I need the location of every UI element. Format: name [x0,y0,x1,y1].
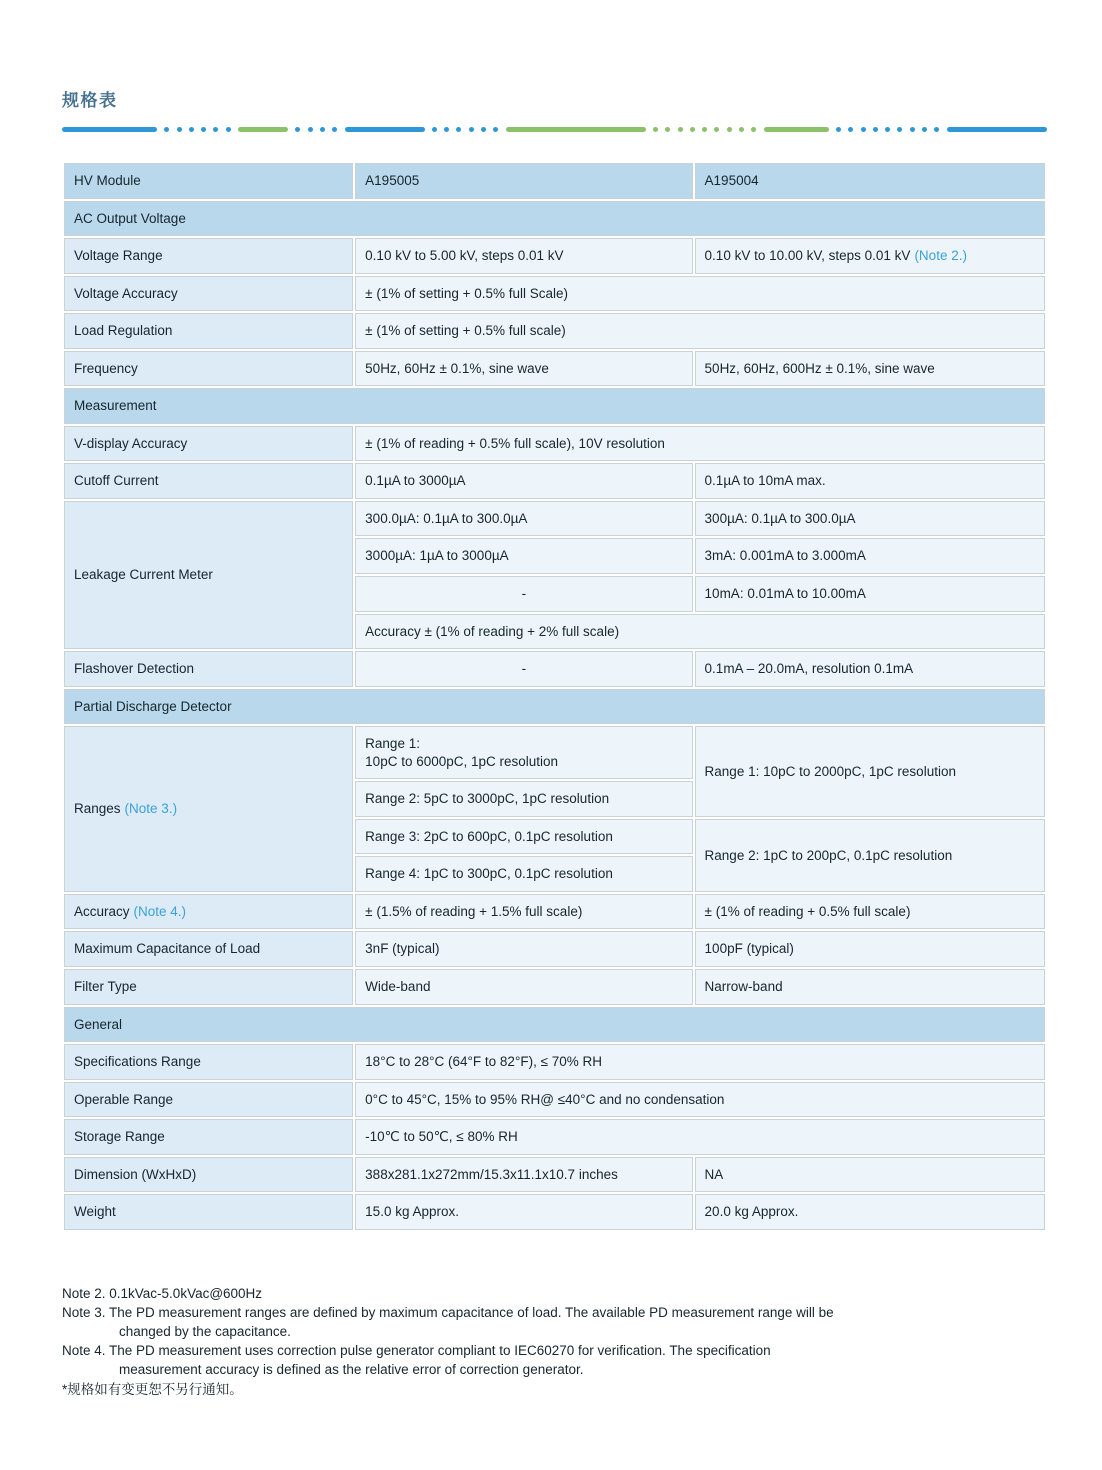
spec-label-cell [64,894,353,930]
spec-label-cell: V-display Accuracy [64,426,353,462]
section-title-general: General [64,1007,1045,1043]
spec-value-cell: ± (1% of reading + 0.5% full scale), 10V resolution [355,426,1045,462]
spec-label-cell: Load Regulation [64,313,353,349]
spec-value-cell: 100pF (typical) [695,931,1045,967]
section-title-ac-output-voltage: AC Output Voltage [64,201,1045,237]
spec-value-cell: Range 4: 1pC to 300pC, 0.1pC resolution [355,856,692,892]
separator-dash [764,127,829,132]
table-row [64,463,1045,499]
footnote-line: Note 2. 0.1kVac-5.0kVac@600Hz [62,1285,263,1301]
spec-value-cell: ± (1% of reading + 0.5% full scale) [695,894,1045,930]
spec-value-cell: 0.1µA to 10mA max. [695,463,1045,499]
spec-value-cell: 388x281.1x272mm/15.3x11.1x10.7 inches [355,1157,692,1193]
spec-label-text: Accuracy [74,903,130,919]
spec-value-cell: Range 3: 2pC to 600pC, 0.1pC resolution [355,819,692,855]
spec-value-cell: -10℃ to 50℃, ≤ 80% RH [355,1119,1045,1155]
separator-dot [848,127,853,132]
separator-dot [226,127,231,132]
spec-value-cell: Wide-band [355,969,692,1005]
footnote-line: Note 4. The PD measurement uses correction pulse generator compliant to IEC60270 for verification. The specification [62,1343,771,1359]
footnote-line: Note 3. The PD measurement ranges are defined by maximum capacitance of load. The available PD measurement range will be [62,1305,834,1321]
separator-dot [922,127,927,132]
spec-label-cell: Leakage Current Meter [64,501,353,649]
spec-label-cell: Storage Range [64,1119,353,1155]
separator-dash [345,127,425,132]
spec-label-cell: Maximum Capacitance of Load [64,931,353,967]
separator-dot [308,127,313,132]
section-title-partial-discharge-detector: Partial Discharge Detector [64,689,1045,725]
spec-label-cell: Filter Type [64,969,353,1005]
spec-value-cell: 20.0 kg Approx. [695,1194,1045,1230]
separator-dot [469,127,474,132]
footnotes-block [62,1284,1047,1399]
spec-value-cell: 3nF (typical) [355,931,692,967]
separator-dash [947,127,1047,132]
spec-value-cell: 0°C to 45°C, 15% to 95% RH@ ≤40°C and no condensation [355,1082,1045,1118]
separator-dot [189,127,194,132]
range-line-1: Range 1: [365,736,420,752]
separator-dot [177,127,182,132]
page-content [62,0,1047,1399]
separator-dot [714,127,719,132]
separator-dot [481,127,486,132]
spec-label-cell: Specifications Range [64,1044,353,1080]
spec-value-cell: Range 1: 10pC to 2000pC, 1pC resolution [695,726,1045,817]
table-row [64,1082,1045,1118]
table-header-row [64,163,1045,199]
separator-dot [751,127,756,132]
separator-dot [702,127,707,132]
separator-dot [678,127,683,132]
table-row [64,651,1045,687]
spec-value-cell [695,238,1045,274]
spec-value-cell: 50Hz, 60Hz ± 0.1%, sine wave [355,351,692,387]
separator-dash [506,127,646,132]
spec-value-cell [355,726,692,779]
table-row [64,931,1045,967]
spec-label-cell: Frequency [64,351,353,387]
spec-value-cell: 50Hz, 60Hz, 600Hz ± 0.1%, sine wave [695,351,1045,387]
column-header-a195005: A195005 [355,163,692,199]
separator-dot [727,127,732,132]
section-header-row [64,201,1045,237]
table-row [64,501,1045,537]
spec-value-cell: ± (1.5% of reading + 1.5% full scale) [355,894,692,930]
spec-value-cell: 300.0µA: 0.1µA to 300.0µA [355,501,692,537]
note-4-link: (Note 4.) [133,903,187,919]
spec-value-cell: 10mA: 0.01mA to 10.00mA [695,576,1045,612]
spec-label-cell [64,726,353,892]
spec-value-cell: 3000µA: 1µA to 3000µA [355,538,692,574]
section-header-row [64,1007,1045,1043]
spec-label-cell: Voltage Range [64,238,353,274]
table-row [64,351,1045,387]
spec-label-cell: Cutoff Current [64,463,353,499]
footnote-line: measurement accuracy is defined as the relative error of correction generator. [119,1362,584,1378]
spec-label-cell: Flashover Detection [64,651,353,687]
column-header-hv-module: HV Module [64,163,353,199]
separator-dot [320,127,325,132]
range-line-2: 10pC to 6000pC, 1pC resolution [365,753,559,769]
table-row [64,1157,1045,1193]
separator-dot [665,127,670,132]
separator-dot [432,127,437,132]
spec-label-text: Ranges [74,801,121,817]
spec-value-cell: Range 2: 1pC to 200pC, 0.1pC resolution [695,819,1045,892]
page-title: 规格表 [62,91,118,110]
spec-value-cell: ± (1% of setting + 0.5% full Scale) [355,276,1045,312]
separator-dot [332,127,337,132]
separator-dot [295,127,300,132]
spec-value-cell: Range 2: 5pC to 3000pC, 1pC resolution [355,781,692,817]
footnote-line: *规格如有变更恕不另行通知。 [62,1381,243,1397]
separator-dot [493,127,498,132]
spec-value-cell: - [355,576,692,612]
table-row [64,1044,1045,1080]
table-row [64,969,1045,1005]
spec-table [62,161,1047,1232]
spec-value-cell: 3mA: 0.001mA to 3.000mA [695,538,1045,574]
separator-dot [897,127,902,132]
spec-value-text: 0.10 kV to 10.00 kV, steps 0.01 kV [704,248,911,264]
separator-dot [653,127,658,132]
separator-dot [934,127,939,132]
table-row [64,1194,1045,1230]
section-header-row [64,388,1045,424]
separator-dot [873,127,878,132]
table-row [64,313,1045,349]
separator-dot [739,127,744,132]
table-row [64,238,1045,274]
separator-dot [690,127,695,132]
spec-value-cell: NA [695,1157,1045,1193]
separator-dot [201,127,206,132]
spec-label-cell: Operable Range [64,1082,353,1118]
separator-dot [213,127,218,132]
separator-dot [456,127,461,132]
separator-dot [444,127,449,132]
column-header-a195004: A195004 [695,163,1045,199]
spec-value-cell: 15.0 kg Approx. [355,1194,692,1230]
section-header-row [64,689,1045,725]
spec-value-cell: Accuracy ± (1% of reading + 2% full scale) [355,614,1045,650]
spec-value-cell: 0.1mA – 20.0mA, resolution 0.1mA [695,651,1045,687]
separator-dot [885,127,890,132]
spec-value-cell: ± (1% of setting + 0.5% full scale) [355,313,1045,349]
spec-value-cell: 0.1µA to 3000µA [355,463,692,499]
note-2-link: (Note 2.) [914,248,967,264]
table-row [64,894,1045,930]
table-row [64,276,1045,312]
spec-label-cell: Voltage Accuracy [64,276,353,312]
section-title-measurement: Measurement [64,388,1045,424]
separator-dot [910,127,915,132]
spec-value-cell: 300µA: 0.1µA to 300.0µA [695,501,1045,537]
separator-dash [238,127,288,132]
separator-dot [164,127,169,132]
table-row [64,426,1045,462]
separator-dot [861,127,866,132]
spec-value-cell: 0.10 kV to 5.00 kV, steps 0.01 kV [355,238,692,274]
spec-label-cell: Weight [64,1194,353,1230]
separator-dash [62,127,157,132]
separator-dot [836,127,841,132]
table-row [64,1119,1045,1155]
spec-value-cell: Narrow-band [695,969,1045,1005]
table-row [64,726,1045,779]
spec-value-cell: - [355,651,692,687]
footnote-line: changed by the capacitance. [119,1324,291,1340]
spec-label-cell: Dimension (WxHxD) [64,1157,353,1193]
note-3-link: (Note 3.) [124,801,178,817]
decorative-separator [62,126,1047,132]
spec-value-cell: 18°C to 28°C (64°F to 82°F), ≤ 70% RH [355,1044,1045,1080]
